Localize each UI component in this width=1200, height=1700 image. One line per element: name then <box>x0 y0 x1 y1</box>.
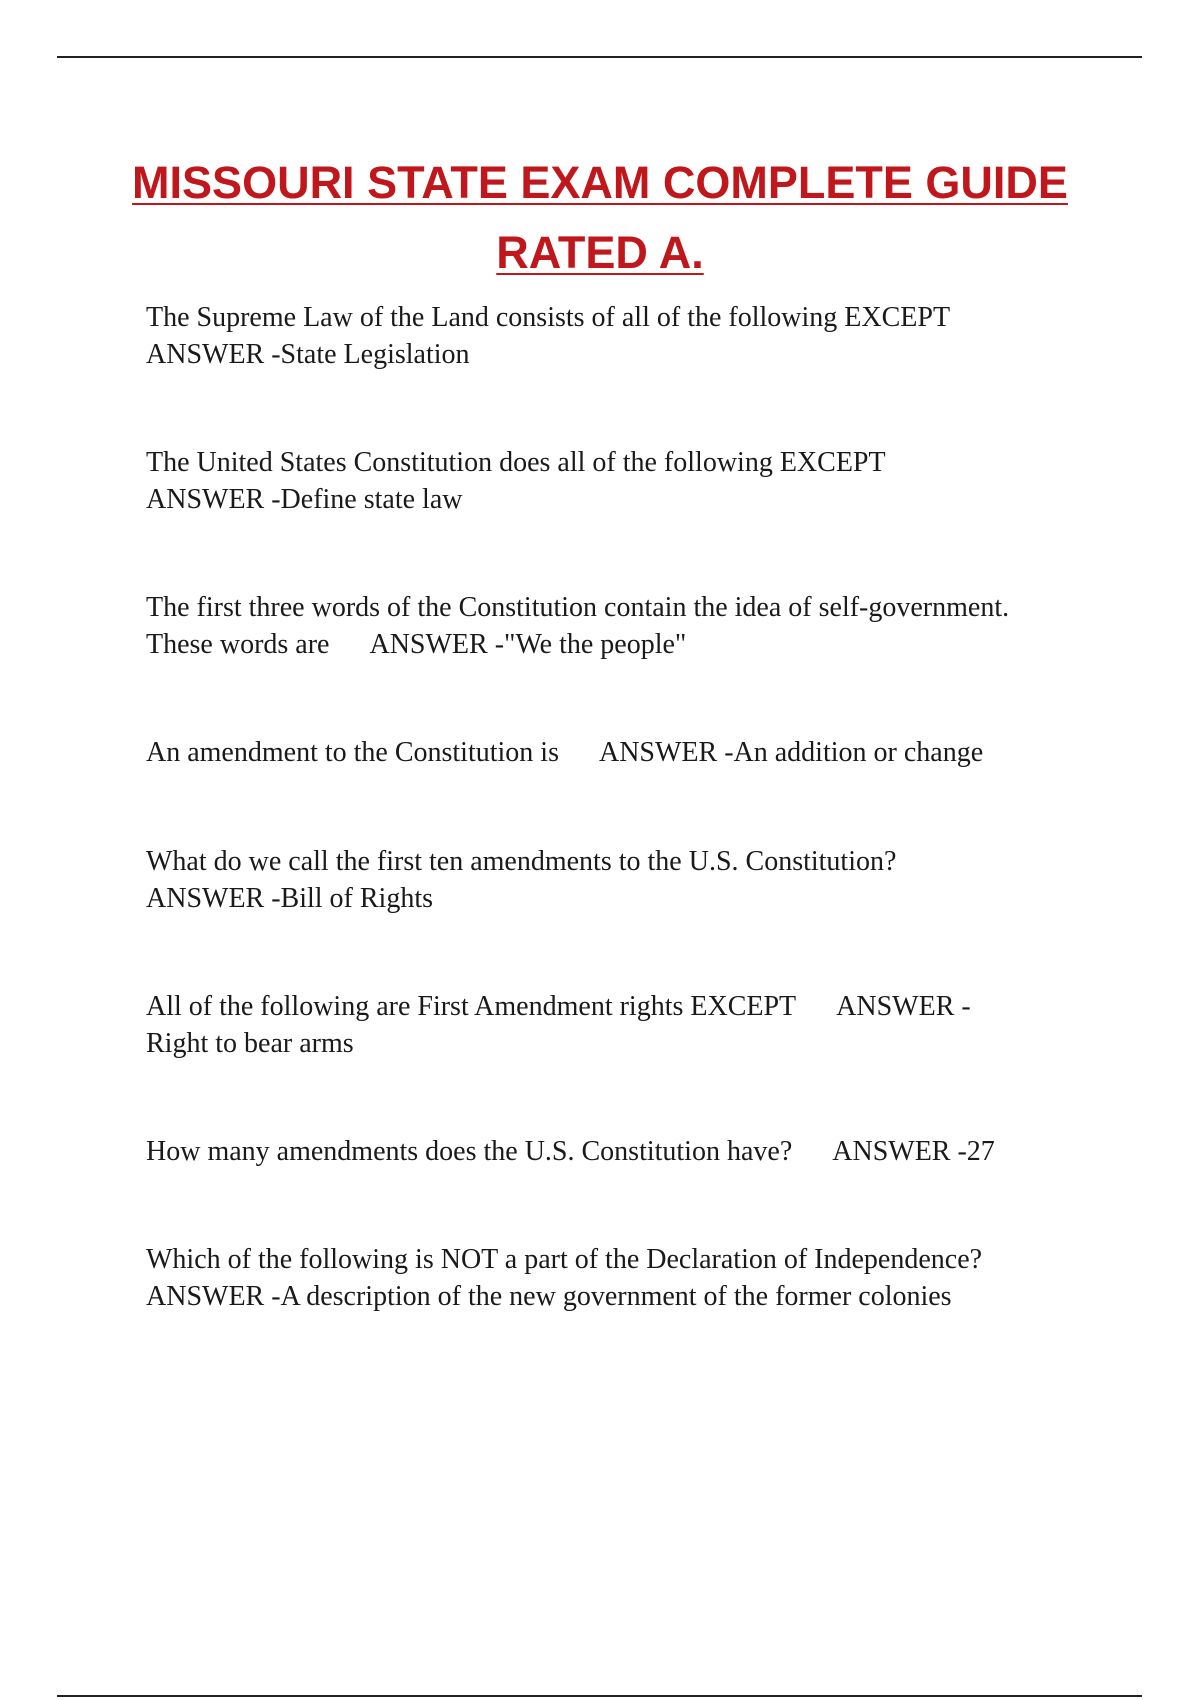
qa-item <box>146 589 1106 663</box>
qa-item <box>146 734 1106 771</box>
question-text: What do we call the first ten amendments to the U.S. Constitution? <box>146 846 897 877</box>
answer-text: ANSWER -Bill of Rights <box>146 883 434 914</box>
qa-item <box>146 1133 1106 1170</box>
answer-text: ANSWER -27 <box>832 1136 995 1167</box>
bottom-divider <box>57 1695 1142 1697</box>
question-text: How many amendments does the U.S. Constitution have? <box>146 1136 793 1167</box>
answer-text: ANSWER -An addition or change <box>598 737 984 768</box>
question-text: The United States Constitution does all of the following EXCEPT <box>146 447 886 478</box>
qa-item <box>146 444 1106 518</box>
question-text: All of the following are First Amendment rights EXCEPT <box>146 991 797 1022</box>
title-line-2: RATED A. <box>496 227 704 278</box>
qa-item <box>146 1241 1106 1315</box>
answer-text: ANSWER -"We the people" <box>369 629 687 660</box>
question-text: The Supreme Law of the Land consists of all of the following EXCEPT <box>146 302 951 333</box>
answer-text: ANSWER -State Legislation <box>146 339 470 370</box>
answer-text: ANSWER -Define state law <box>146 484 463 515</box>
document-title <box>0 148 1200 288</box>
answer-text: ANSWER -A description of the new government of the former colonies <box>146 1281 952 1312</box>
question-text: The first three words of the Constitution contain the idea of self-government. <box>146 592 1010 623</box>
question-text: Which of the following is NOT a part of the Declaration of Independence? <box>146 1244 983 1275</box>
question-text: An amendment to the Constitution is <box>146 737 559 768</box>
answer-label: ANSWER - <box>836 991 971 1022</box>
answer-text: Right to bear arms <box>146 1028 354 1059</box>
title-line-1: MISSOURI STATE EXAM COMPLETE GUIDE <box>132 157 1068 208</box>
top-divider <box>57 56 1142 58</box>
qa-item <box>146 299 1106 373</box>
question-text-continued: These words are <box>146 629 330 660</box>
qa-item <box>146 988 1106 1062</box>
qa-item <box>146 843 1106 917</box>
